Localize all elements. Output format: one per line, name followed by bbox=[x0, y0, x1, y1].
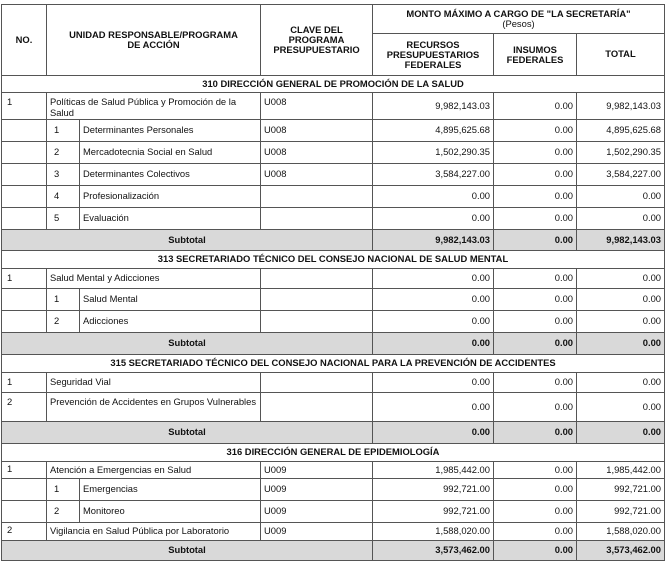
section-title-row bbox=[2, 355, 665, 373]
item-row bbox=[2, 164, 665, 186]
item-no: 1 bbox=[47, 289, 80, 311]
item-clave bbox=[261, 289, 373, 311]
item-insumos: 0.00 bbox=[494, 142, 577, 164]
item-total: 1,502,290.35 bbox=[577, 142, 665, 164]
section-title: 310 DIRECCIÓN GENERAL DE PROMOCIÓN DE LA SALUD bbox=[2, 76, 665, 93]
section-title-row bbox=[2, 444, 665, 462]
subtotal-recursos: 9,982,143.03 bbox=[373, 230, 494, 251]
program-recursos: 0.00 bbox=[373, 373, 494, 393]
item-name: Salud Mental bbox=[80, 289, 261, 311]
program-row bbox=[2, 462, 665, 479]
item-name: Mercadotecnia Social en Salud bbox=[80, 142, 261, 164]
item-name: Profesionalización bbox=[80, 186, 261, 208]
subtotal-label: Subtotal bbox=[2, 333, 373, 355]
program-total: 1,588,020.00 bbox=[577, 523, 665, 541]
subtotal-total: 9,982,143.03 bbox=[577, 230, 665, 251]
item-insumos: 0.00 bbox=[494, 289, 577, 311]
program-row bbox=[2, 269, 665, 289]
item-spacer bbox=[2, 186, 47, 208]
program-total: 0.00 bbox=[577, 269, 665, 289]
subtotal-label: Subtotal bbox=[2, 541, 373, 561]
item-total: 3,584,227.00 bbox=[577, 164, 665, 186]
item-clave: U008 bbox=[261, 120, 373, 142]
item-recursos: 0.00 bbox=[373, 289, 494, 311]
header-monto bbox=[373, 5, 665, 34]
program-total: 0.00 bbox=[577, 373, 665, 393]
subtotal-insumos: 0.00 bbox=[494, 541, 577, 561]
item-spacer bbox=[2, 501, 47, 523]
header-recursos bbox=[373, 34, 494, 76]
program-name: Seguridad Vial bbox=[47, 373, 261, 393]
program-insumos: 0.00 bbox=[494, 523, 577, 541]
program-clave: U009 bbox=[261, 523, 373, 541]
budget-table bbox=[1, 4, 665, 561]
program-insumos: 0.00 bbox=[494, 393, 577, 422]
item-clave: U009 bbox=[261, 501, 373, 523]
item-clave bbox=[261, 311, 373, 333]
item-clave bbox=[261, 208, 373, 230]
item-insumos: 0.00 bbox=[494, 208, 577, 230]
subtotal-total: 0.00 bbox=[577, 422, 665, 444]
item-total: 4,895,625.68 bbox=[577, 120, 665, 142]
subtotal-recursos: 3,573,462.00 bbox=[373, 541, 494, 561]
item-row bbox=[2, 289, 665, 311]
item-spacer bbox=[2, 120, 47, 142]
header-insumos-text: INSUMOS FEDERALES bbox=[506, 43, 564, 65]
program-recursos: 1,588,020.00 bbox=[373, 523, 494, 541]
program-clave: U008 bbox=[261, 93, 373, 120]
item-no: 1 bbox=[47, 120, 80, 142]
section-title-row bbox=[2, 251, 665, 269]
subtotal-insumos: 0.00 bbox=[494, 333, 577, 355]
item-clave: U009 bbox=[261, 479, 373, 501]
header-insumos bbox=[494, 34, 577, 76]
item-name: Monitoreo bbox=[80, 501, 261, 523]
subtotal-row bbox=[2, 422, 665, 444]
subtotal-label: Subtotal bbox=[2, 422, 373, 444]
program-row bbox=[2, 523, 665, 541]
header-monto-title: MONTO MÁXIMO A CARGO DE "LA SECRETARÍA" bbox=[406, 7, 631, 19]
item-total: 0.00 bbox=[577, 208, 665, 230]
subtotal-row bbox=[2, 333, 665, 355]
item-no: 1 bbox=[47, 479, 80, 501]
header-total: TOTAL bbox=[577, 34, 665, 76]
header-recursos-text: RECURSOS PRESUPUESTARIOS FEDERALES bbox=[386, 38, 480, 70]
item-spacer bbox=[2, 142, 47, 164]
item-row bbox=[2, 142, 665, 164]
subtotal-row bbox=[2, 230, 665, 251]
program-clave: U009 bbox=[261, 462, 373, 479]
header-clave-text: CLAVE DEL PROGRAMA PRESUPUESTARIO bbox=[273, 24, 360, 55]
program-name: Políticas de Salud Pública y Promoción de la Salud bbox=[47, 93, 261, 120]
section-title-row bbox=[2, 76, 665, 93]
item-insumos: 0.00 bbox=[494, 186, 577, 208]
item-row bbox=[2, 501, 665, 523]
subtotal-recursos: 0.00 bbox=[373, 422, 494, 444]
item-spacer bbox=[2, 289, 47, 311]
item-recursos: 0.00 bbox=[373, 186, 494, 208]
program-insumos: 0.00 bbox=[494, 462, 577, 479]
item-name: Evaluación bbox=[80, 208, 261, 230]
program-name: Salud Mental y Adicciones bbox=[47, 269, 261, 289]
item-recursos: 0.00 bbox=[373, 311, 494, 333]
item-total: 0.00 bbox=[577, 311, 665, 333]
item-no: 3 bbox=[47, 164, 80, 186]
item-no: 2 bbox=[47, 142, 80, 164]
item-insumos: 0.00 bbox=[494, 479, 577, 501]
item-name: Determinantes Colectivos bbox=[80, 164, 261, 186]
header-pesos: (Pesos) bbox=[502, 18, 535, 29]
subtotal-insumos: 0.00 bbox=[494, 422, 577, 444]
subtotal-recursos: 0.00 bbox=[373, 333, 494, 355]
item-spacer bbox=[2, 208, 47, 230]
item-spacer bbox=[2, 164, 47, 186]
program-clave bbox=[261, 269, 373, 289]
subtotal-total: 3,573,462.00 bbox=[577, 541, 665, 561]
subtotal-row bbox=[2, 541, 665, 561]
program-recursos: 0.00 bbox=[373, 393, 494, 422]
item-total: 0.00 bbox=[577, 186, 665, 208]
section-title: 315 SECRETARIADO TÉCNICO DEL CONSEJO NACIONAL PARA LA PREVENCIÓN DE ACCIDENTES bbox=[2, 355, 665, 373]
item-recursos: 1,502,290.35 bbox=[373, 142, 494, 164]
item-no: 5 bbox=[47, 208, 80, 230]
item-recursos: 992,721.00 bbox=[373, 501, 494, 523]
item-name: Determinantes Personales bbox=[80, 120, 261, 142]
item-insumos: 0.00 bbox=[494, 120, 577, 142]
item-row bbox=[2, 311, 665, 333]
program-name: Prevención de Accidentes en Grupos Vulnerables bbox=[47, 393, 261, 422]
program-row bbox=[2, 373, 665, 393]
item-spacer bbox=[2, 479, 47, 501]
program-recursos: 1,985,442.00 bbox=[373, 462, 494, 479]
header-unidad bbox=[47, 5, 261, 76]
item-no: 2 bbox=[47, 311, 80, 333]
item-clave: U008 bbox=[261, 142, 373, 164]
item-recursos: 992,721.00 bbox=[373, 479, 494, 501]
program-total: 0.00 bbox=[577, 393, 665, 422]
program-clave bbox=[261, 393, 373, 422]
program-insumos: 0.00 bbox=[494, 269, 577, 289]
subtotal-label: Subtotal bbox=[2, 230, 373, 251]
item-row bbox=[2, 120, 665, 142]
item-row bbox=[2, 479, 665, 501]
program-clave bbox=[261, 373, 373, 393]
program-total: 9,982,143.03 bbox=[577, 93, 665, 120]
program-no: 1 bbox=[2, 93, 47, 120]
program-name: Vigilancia en Salud Pública por Laboratorio bbox=[47, 523, 261, 541]
program-no: 2 bbox=[2, 523, 47, 541]
item-insumos: 0.00 bbox=[494, 164, 577, 186]
item-total: 992,721.00 bbox=[577, 501, 665, 523]
program-row bbox=[2, 393, 665, 422]
header-unidad-text: UNIDAD RESPONSABLE/PROGRAMA DE ACCIÓN bbox=[69, 29, 238, 50]
program-name: Atención a Emergencias en Salud bbox=[47, 462, 261, 479]
program-row bbox=[2, 93, 665, 120]
item-clave bbox=[261, 186, 373, 208]
item-no: 2 bbox=[47, 501, 80, 523]
item-insumos: 0.00 bbox=[494, 311, 577, 333]
item-recursos: 3,584,227.00 bbox=[373, 164, 494, 186]
item-name: Emergencias bbox=[80, 479, 261, 501]
item-recursos: 0.00 bbox=[373, 208, 494, 230]
item-spacer bbox=[2, 311, 47, 333]
header-row-1 bbox=[2, 5, 665, 34]
program-insumos: 0.00 bbox=[494, 93, 577, 120]
item-row bbox=[2, 186, 665, 208]
item-total: 0.00 bbox=[577, 289, 665, 311]
subtotal-total: 0.00 bbox=[577, 333, 665, 355]
item-insumos: 0.00 bbox=[494, 501, 577, 523]
program-total: 1,985,442.00 bbox=[577, 462, 665, 479]
item-recursos: 4,895,625.68 bbox=[373, 120, 494, 142]
item-name: Adicciones bbox=[80, 311, 261, 333]
program-recursos: 0.00 bbox=[373, 269, 494, 289]
program-no: 1 bbox=[2, 373, 47, 393]
item-total: 992,721.00 bbox=[577, 479, 665, 501]
section-title: 316 DIRECCIÓN GENERAL DE EPIDEMIOLOGÍA bbox=[2, 444, 665, 462]
program-no: 2 bbox=[2, 393, 47, 422]
program-insumos: 0.00 bbox=[494, 373, 577, 393]
header-clave bbox=[261, 5, 373, 76]
item-no: 4 bbox=[47, 186, 80, 208]
program-recursos: 9,982,143.03 bbox=[373, 93, 494, 120]
subtotal-insumos: 0.00 bbox=[494, 230, 577, 251]
program-no: 1 bbox=[2, 462, 47, 479]
program-no: 1 bbox=[2, 269, 47, 289]
header-no: NO. bbox=[2, 5, 47, 76]
item-clave: U008 bbox=[261, 164, 373, 186]
section-title: 313 SECRETARIADO TÉCNICO DEL CONSEJO NACIONAL DE SALUD MENTAL bbox=[2, 251, 665, 269]
item-row bbox=[2, 208, 665, 230]
